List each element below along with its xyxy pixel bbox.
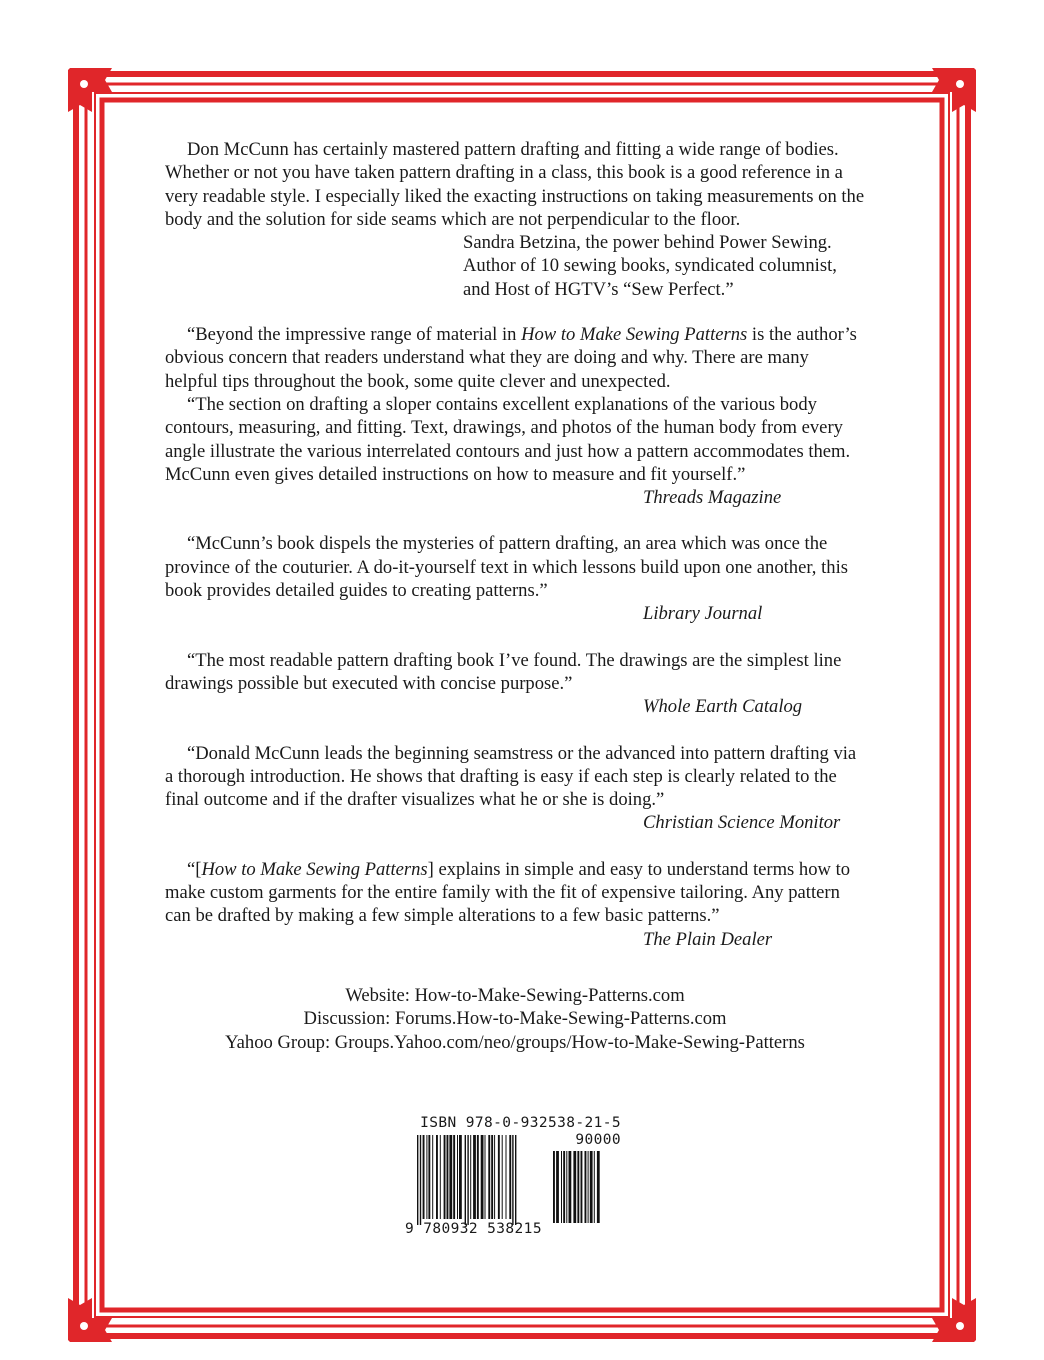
discussion-line: Discussion: Forums.How-to-Make-Sewing-Patterns.com	[303, 1008, 727, 1030]
review-text: “The section on drafting a sloper contains excellent explanations of the various body contours, measuring, and fitting. Text, drawings, and photos of the human body from every angle illustrate the various interrelated contours and just how a pattern accommodates them. McCunn even gives detailed instructions on how to measure and fit yourself.”	[165, 393, 851, 485]
review-source: Library Journal	[643, 603, 763, 625]
review-text	[165, 858, 865, 928]
isbn-label: ISBN 978-0-932538-21-5	[420, 1115, 621, 1131]
book-title: How to Make Sewing Patterns	[201, 858, 428, 880]
isbn-barcode	[405, 1115, 621, 1238]
review-attribution: Sandra Betzina, the power behind Power Sewing.	[463, 232, 832, 254]
review-text-segment: “[	[187, 858, 202, 880]
review-source: Christian Science Monitor	[643, 812, 841, 834]
review-source: The Plain Dealer	[643, 928, 773, 950]
review-text-segment: ] explains in simple and easy to understand terms how to make custom garments for the entire family with the fit of expensive tailoring. Any pattern can be drafted by making a few simple alterations to a few basic patterns.”	[165, 858, 851, 927]
review-text: “The most readable pattern drafting book I’ve found. The drawings are the simplest line drawings possible but executed with concise purpose.”	[165, 649, 842, 694]
review-attribution: Author of 10 sewing books, syndicated columnist,	[463, 255, 837, 277]
ean-digits: 9 780932 538215	[405, 1221, 542, 1237]
review-text: “McCunn’s book dispels the mysteries of pattern drafting, an area which was once the province of the couturier. A do-it-yourself text in which lessons build upon one another, this book provides detailed guides to creating patterns.”	[165, 533, 848, 602]
reviews-content	[165, 138, 865, 1054]
book-title: How to Make Sewing Patterns	[521, 324, 748, 346]
review-source: Whole Earth Catalog	[643, 696, 803, 718]
review-attribution: and Host of HGTV’s “Sew Perfect.”	[463, 278, 734, 300]
review-text-segment: “Beyond the impressive range of material in	[187, 324, 522, 346]
review-text-segment: is the author’s obvious concern that readers understand what they are doing and why. There are many helpful tips throughout the book, some quite clever and unexpected.	[165, 324, 857, 392]
review-text: Don McCunn has certainly mastered pattern drafting and fitting a wide range of bodies. Whether or not you have taken pattern drafting in a class, this book is a good reference in a very readable style. I especially liked the exacting instructions on taking measurements on the body and the solution for side seams which are not perpendicular to the floor.	[165, 139, 865, 230]
review-text	[165, 323, 865, 393]
yahoo-group-line: Yahoo Group: Groups.Yahoo.com/neo/groups/How-to-Make-Sewing-Patterns	[225, 1031, 805, 1053]
website-line: Website: How-to-Make-Sewing-Patterns.com	[345, 984, 685, 1006]
review-source: Threads Magazine	[643, 487, 782, 509]
addon-digits: 90000	[575, 1132, 621, 1148]
review-text: “Donald McCunn leads the beginning seamstress or the advanced into pattern drafting via a thorough introduction. He shows that drafting is easy if each step is clearly related to the final outcome and if the drafter visualizes what he or she is doing.”	[165, 742, 857, 811]
